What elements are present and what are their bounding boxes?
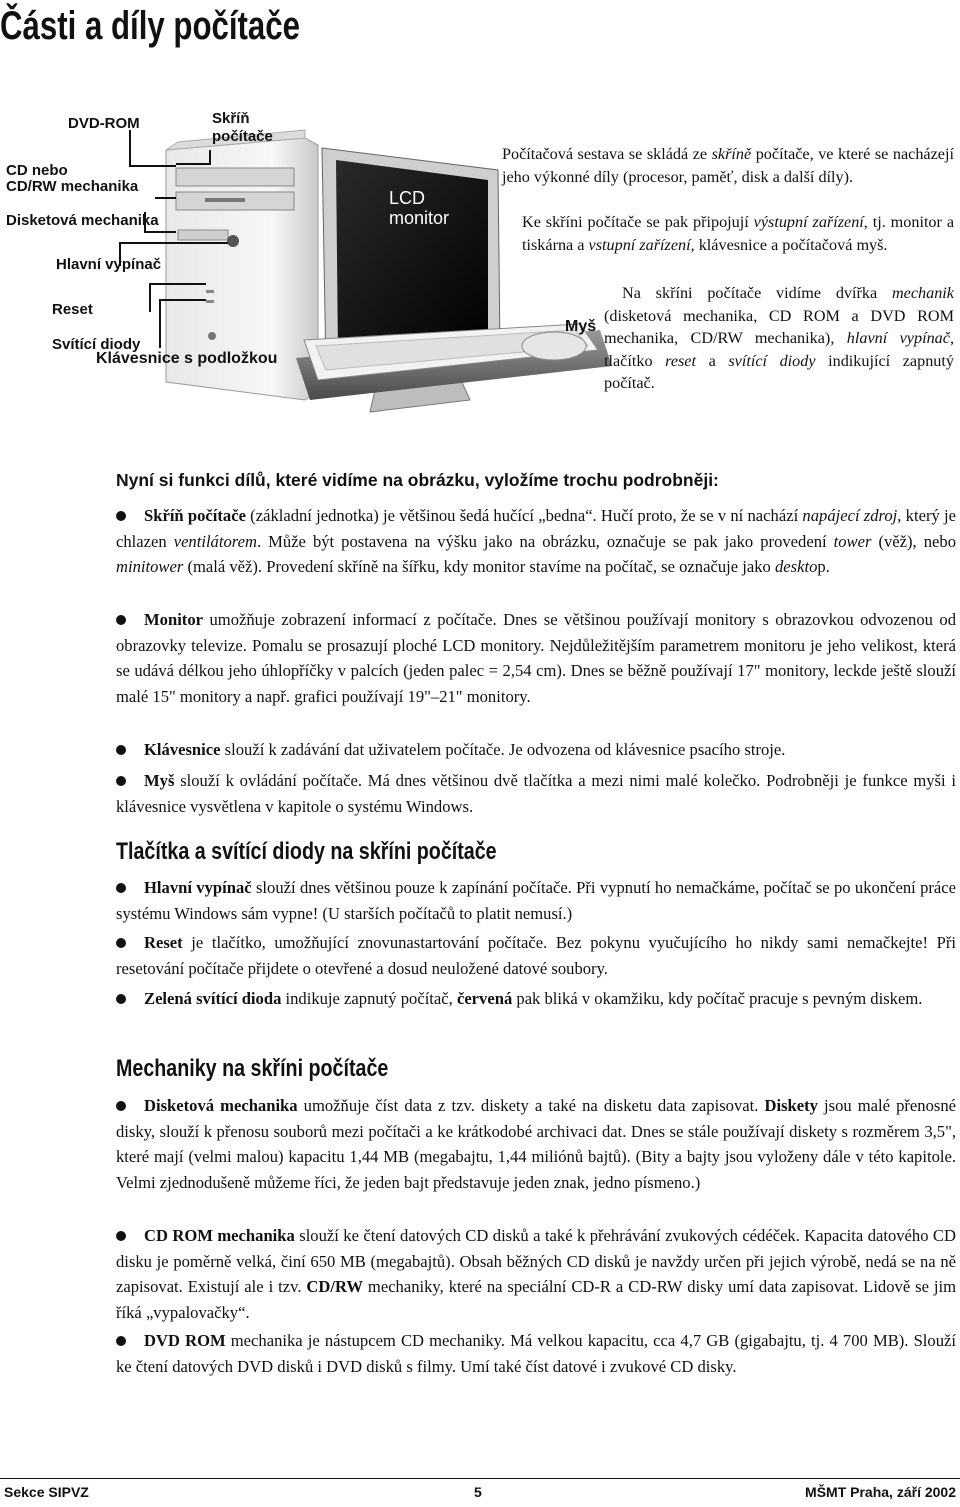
footer-left: Sekce SIPVZ <box>4 1484 89 1500</box>
bullet-skrin: Skříň počítače (základní jednotka) je většinou šedá hučící „bedna“. Hučí proto, že se v ní nachází napájecí zdroj, který je chlazen ventilátorem. Může být postavena na výšku jako na obrázku, označuje se pak jako provedení tower (věž), nebo minitower (malá věž). Provedení skříně na šířku, kdy monitor stavíme na počítač, se označuje jako desktop. <box>116 506 956 577</box>
bullet-dot <box>116 776 126 786</box>
label-disketova: Disketová mechanika <box>6 212 159 229</box>
label-skrin-1: Skříň <box>212 110 250 127</box>
bullet-dot <box>116 1101 126 1111</box>
bullet-cd-rom: CD ROM mechanika slouží ke čtení datových CD disků a také k přehrávání zvukových cédéček. Kapacita datového CD disku je poměrně velká, činí 650 MB (megabajtů). Obsah běžných CD disků je navždy určen při jejich výrobě, nedá se na ně zapisovat. Existují ale i tzv. CD/RW mechaniky, které na speciální CD-R a CD-RW disky umí data zapisovat. Lidově se jim říká „vypalovačky“. <box>116 1226 956 1322</box>
label-klavesnice: Klávesnice s podložkou <box>96 350 278 367</box>
bullet-monitor: Monitor umožňuje zobrazení informací z počítače. Dnes se většinou používají monitory s obrazovkou odvozenou od obrazovky televize. Pomalu se prosazují ploché LCD monitory. Nejdůležitějším parametrem monitoru je jeho velikost, která se udává délkou jeho úhlopříčky v palcích (jeden palec = 2,54 cm). Dnes se běžně používají 17" monitory, leckde ještě slouží malé 15" monitory a např. grafici používají 19"–21" monitory. <box>116 610 956 706</box>
bullet-dvd-rom: DVD ROM mechanika je nástupcem CD mechaniky. Má velkou kapacitu, cca 4,7 GB (gigabajtu, tj. 4 700 MB). Slouží ke čtení datových DVD disků i DVD disků s filmy. Umí také číst datové i zvukové CD disky. <box>116 1331 956 1376</box>
footer-rule <box>0 1478 960 1479</box>
label-cd-2: CD/RW mechanika <box>6 178 139 195</box>
intro-paragraph-3: Na skříni počítače vidíme dvířka mechanik (disketová mechanika, CD ROM a DVD ROM mechanika, CD/RW mechanika), hlavní vypínač, tlačítko reset a svítící diody indikující zapnutý počítač. <box>604 284 955 393</box>
footer-right: MŠMT Praha, září 2002 <box>805 1484 956 1500</box>
label-hlavni-vypinac: Hlavní vypínač <box>56 256 162 273</box>
label-cd-1: CD nebo <box>6 162 68 179</box>
label-skrin-2: počítače <box>212 128 273 145</box>
label-reset: Reset <box>52 301 93 318</box>
bullet-reset: Reset je tlačítko, umožňující znovunastartování počítače. Bez pokynu vyučujícího ho nikdy sami nemačkejte! Při resetování počítače přijdete o otevřené a dosud neuložené datové soubory. <box>116 933 956 978</box>
label-lcd-1: LCD <box>389 188 426 208</box>
page-title: Části a díly počítače <box>0 4 300 48</box>
bullet-dioda: Zelená svítící dioda indikuje zapnutý počítač, červená pak bliká v okamžiku, kdy počítač pracuje s pevným diskem. <box>116 986 956 1012</box>
bullet-klavesnice: Klávesnice slouží k zadávání dat uživatelem počítače. Je odvozena od klávesnice psacího stroje. <box>116 737 956 763</box>
bullet-dot <box>116 938 126 948</box>
label-svitici-diody: Svítící diody <box>52 336 141 353</box>
bullet-dot <box>116 1231 126 1241</box>
bullet-dot <box>116 883 126 893</box>
bullet-dot <box>116 745 126 755</box>
intro-paragraph-1: Počítačová sestava se skládá ze skříně počítače, ve které se nacházejí jeho výkonné díly (procesor, paměť, disk a další díly). <box>502 145 954 186</box>
intro-paragraph-2: Ke skříni počítače se pak připojují výstupní zařízení, tj. monitor a tiskárna a vstupní zařízení, klávesnice a počítačová myš. <box>522 213 955 254</box>
label-mys: Myš <box>565 318 597 335</box>
bullet-disketova: Disketová mechanika umožňuje číst data z tzv. diskety a také na disketu data zapisovat. Diskety jsou malé přenosné disky, slouží k přenosu souborů mezi počítači a ke krátkodobé archivaci dat. Dnes se stále používají diskety s rozměrem 3,5", které mají (velmi malou) kapacitu 1,44 MB (megabajtu, 1,44 miliónů bajtů). (Bity a bajty jsou vyloženy dále v této kapitole. Velmi zjednodušeně můžeme říci, že jeden bajt představuje jeden znak, jedno písmeno.) <box>116 1096 956 1192</box>
mouse <box>522 332 586 360</box>
label-dvd-rom: DVD-ROM <box>68 115 140 132</box>
bullet-dot <box>116 994 126 1004</box>
bullet-hlavni-vypinac: Hlavní vypínač slouží dnes většinou pouze k zapínání počítače. Při vypnutí ho nemačkáme, počítač se po ukončení práce systému Windows sám vypne! (U starších počítačů to platit nemusí.) <box>116 878 957 923</box>
section-intro: Nyní si funkci dílů, které vidíme na obrázku, vyložíme trochu podrobněji: <box>116 470 719 490</box>
footer-page-number: 5 <box>474 1484 482 1500</box>
heading-mechaniky: Mechaniky na skříni počítače <box>116 1055 389 1082</box>
heading-tlacitka: Tlačítka a svítící diody na skříni počítače <box>116 838 497 865</box>
bullet-dot <box>116 511 126 521</box>
label-lcd-2: monitor <box>389 208 450 228</box>
bullet-dot <box>116 1336 126 1346</box>
bullet-mys: Myš slouží k ovládání počítače. Má dnes většinou dvě tlačítka a mezi nimi malé kolečko. Podrobněji je funkce myši i klávesnice vysvětlena v kapitole o systému Windows. <box>116 771 956 816</box>
bullet-dot <box>116 615 126 625</box>
